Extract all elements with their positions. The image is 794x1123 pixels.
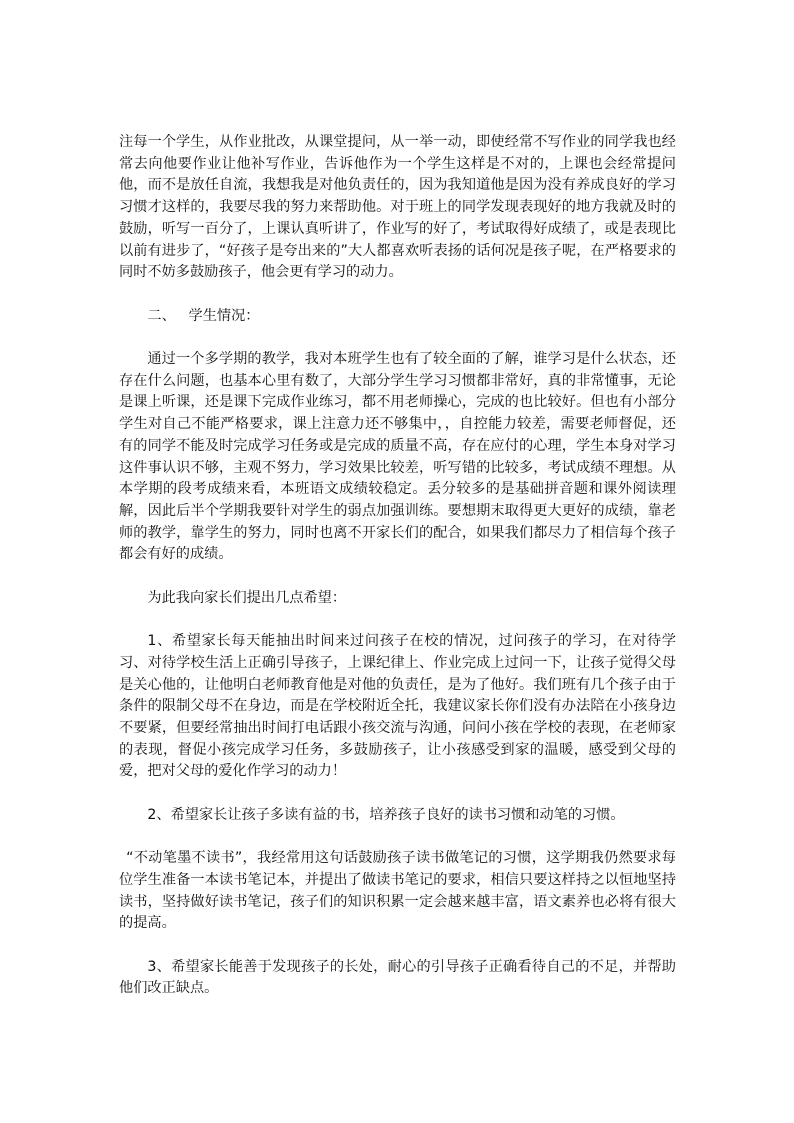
section-heading-student-situation [119, 306, 676, 328]
paragraph-student-situation: 通过一个多学期的教学，我对本班学生也有了较全面的了解，谁学习是什么状态，还存在什么问题，也基本心里有数了，大部分学生学习习惯都非常好，真的非常懂事，无论是课上听课，还是课下完成作业练习，都不用老师操心，完成的也比较好。但也有小部分学生对自己不能严格要求，课上注意力还不够集中，，自控能力较差，需要老师督促，还有的同学不能及时完成学习任务或是完成的质量不高，存在应付的心理，学生本身对学习这件事认识不够，主观不努力，学习效果比较差，听写错的比较多，考试成绩不理想。从本学期的段考成绩来看，本班语文成绩较稳定。丢分较多的是基础拼音题和课外阅读理解，因此后半个学期我要针对学生的弱点加强训练。要想期末取得更大更好的成绩，靠老师的教学，靠学生的努力，同时也离不开家长们的配合，如果我们都尽力了相信每个孩子都会有好的成绩。 [119, 351, 676, 563]
paragraph-hope-1: 1、希望家长每天能抽出时间来过问孩子在校的情况，过问孩子的学习，在对待学习、对待学校生活上正确引导孩子，上课纪律上、作业完成上过问一下，让孩子觉得父母是关心他的，让他明白老师教育他是对他的负责任，是为了他好。我们班有几个孩子由于条件的限制父母不在身边，而是在学校附近全托，我建议家长你们没有办法陪在小孩身边不要紧，但要经常抽出时间打电话跟小孩交流与沟通，问问小孩在学校的表现，在老师家的表现，督促小孩完成学习任务，多鼓励孩子，让小孩感受到家的温暖，感受到父母的爱，把对父母的爱化作学习的动力！ [119, 633, 676, 780]
section-title: 学生情况： [188, 307, 260, 324]
paragraph-reading-notes: “不动笔墨不读书”，我经常用这句话鼓励孩子读书做笔记的习惯，这学期我仍然要求每位学生准备一本读书笔记本，并提出了做读书笔记的要求，相信只要这样持之以恒地坚持读书，坚持做好读书笔记，孩子们的知识积累一定会越来越丰富，语文素养也必将有很大的提高。 [119, 850, 676, 932]
section-number: 二、 [147, 307, 176, 324]
paragraph-hopes-intro: 为此我向家长们提出几点希望： [147, 589, 347, 606]
paragraph-teacher-attention: 注每一个学生，从作业批改，从课堂提问，从一举一动，即使经常不写作业的同学我也经常去向他要作业让他补写作业，告诉他作为一个学生这样是不对的，上课也会经常提问他，而不是放任自流，我想我是对他负责任的，因为我知道他是因为没有养成良好的学习习惯才这样的，我要尽我的努力来帮助他。对于班上的同学发现表现好的地方我就及时的鼓励，听写一百分了，上课认真听讲了，作业写的好了，考试取得好成绩了，或是表现比以前有进步了，“好孩子是夸出来的”大人都喜欢听表扬的话何况是孩子呢，在严格要求的同时不妨多鼓励孩子，他会更有学习的动力。 [119, 134, 676, 281]
paragraph-hope-2: 2、希望家长让孩子多读有益的书，培养孩子良好的读书习惯和动笔的习惯。 [147, 806, 625, 823]
document-body [119, 132, 676, 1000]
paragraph-hope-3: 3、希望家长能善于发现孩子的长处，耐心的引导孩子正确看待自己的不足，并帮助他们改正缺点。 [119, 958, 676, 997]
